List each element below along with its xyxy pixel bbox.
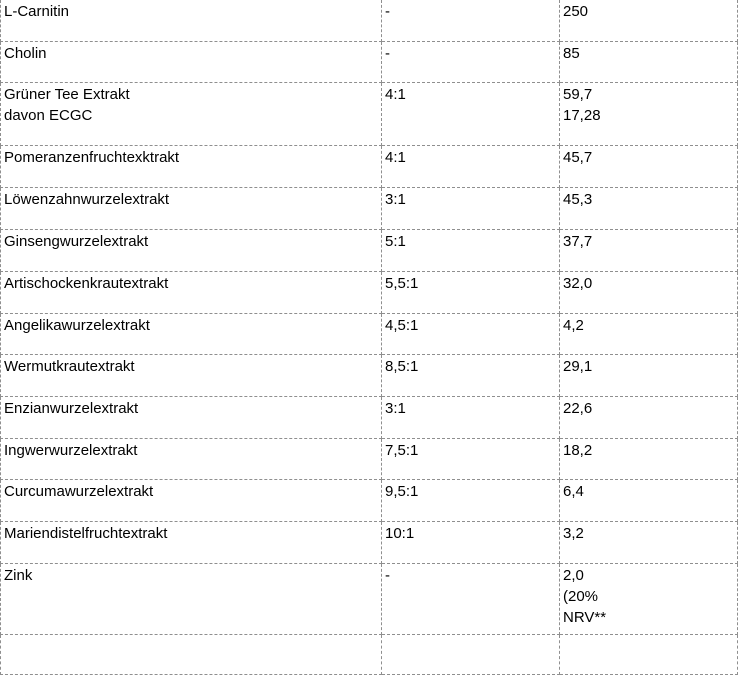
value-cell: 85: [560, 41, 738, 82]
value-cell: 3,2: [560, 521, 738, 563]
table-row: [1, 521, 738, 563]
ratio-cell: 7,5:1: [382, 438, 560, 479]
ratio-cell: 3:1: [382, 396, 560, 438]
value-cell: 6,4: [560, 479, 738, 521]
ingredient-cell: Enzianwurzelextrakt: [1, 396, 382, 438]
ingredient-cell: [1, 634, 382, 674]
table-row: [1, 82, 738, 145]
table-row: [1, 438, 738, 479]
value-cell: 37,7: [560, 229, 738, 271]
value-cell: 18,2: [560, 438, 738, 479]
table-row-partial: [1, 634, 738, 674]
ratio-cell: 4:1: [382, 145, 560, 187]
ingredient-cell: Ginsengwurzelextrakt: [1, 229, 382, 271]
ingredient-cell: L-Carnitin: [1, 0, 382, 41]
ingredient-cell: Curcumawurzelextrakt: [1, 479, 382, 521]
ingredient-cell: Zink: [1, 563, 382, 634]
ingredient-cell: Löwenzahnwurzelextrakt: [1, 187, 382, 229]
table-row: [1, 354, 738, 396]
table-row: [1, 396, 738, 438]
ratio-cell: 5,5:1: [382, 271, 560, 313]
value-cell: 29,1: [560, 354, 738, 396]
ingredient-cell: Angelikawurzelextrakt: [1, 313, 382, 354]
ingredient-cell: Grüner Tee Extrakt davon ECGC: [1, 82, 382, 145]
table-row: [1, 479, 738, 521]
ratio-cell: 4:1: [382, 82, 560, 145]
value-cell: 250: [560, 0, 738, 41]
table-row: [1, 187, 738, 229]
table-row: [1, 0, 738, 41]
table-row: [1, 563, 738, 634]
ratio-cell: 3:1: [382, 187, 560, 229]
ingredient-cell: Mariendistelfruchtextrakt: [1, 521, 382, 563]
ratio-cell: -: [382, 0, 560, 41]
value-cell: 32,0: [560, 271, 738, 313]
table-row: [1, 271, 738, 313]
value-cell: 22,6: [560, 396, 738, 438]
ratio-cell: 8,5:1: [382, 354, 560, 396]
value-cell: 4,2: [560, 313, 738, 354]
ingredient-cell: Cholin: [1, 41, 382, 82]
ratio-cell: 10:1: [382, 521, 560, 563]
ingredient-cell: Ingwerwurzelextrakt: [1, 438, 382, 479]
table-row: [1, 313, 738, 354]
value-cell: [560, 634, 738, 674]
ratio-cell: 4,5:1: [382, 313, 560, 354]
ratio-cell: 5:1: [382, 229, 560, 271]
table-row: [1, 229, 738, 271]
value-cell: 45,3: [560, 187, 738, 229]
value-cell: 2,0 (20% NRV**: [560, 563, 738, 634]
ratio-cell: 9,5:1: [382, 479, 560, 521]
ratio-cell: -: [382, 41, 560, 82]
table-row: [1, 41, 738, 82]
table-row: [1, 145, 738, 187]
value-cell: 45,7: [560, 145, 738, 187]
value-cell: 59,7 17,28: [560, 82, 738, 145]
ratio-cell: [382, 634, 560, 674]
ingredient-cell: Pomeranzenfruchtexktrakt: [1, 145, 382, 187]
ingredient-cell: Artischockenkrautextrakt: [1, 271, 382, 313]
ingredient-cell: Wermutkrautextrakt: [1, 354, 382, 396]
ratio-cell: -: [382, 563, 560, 634]
